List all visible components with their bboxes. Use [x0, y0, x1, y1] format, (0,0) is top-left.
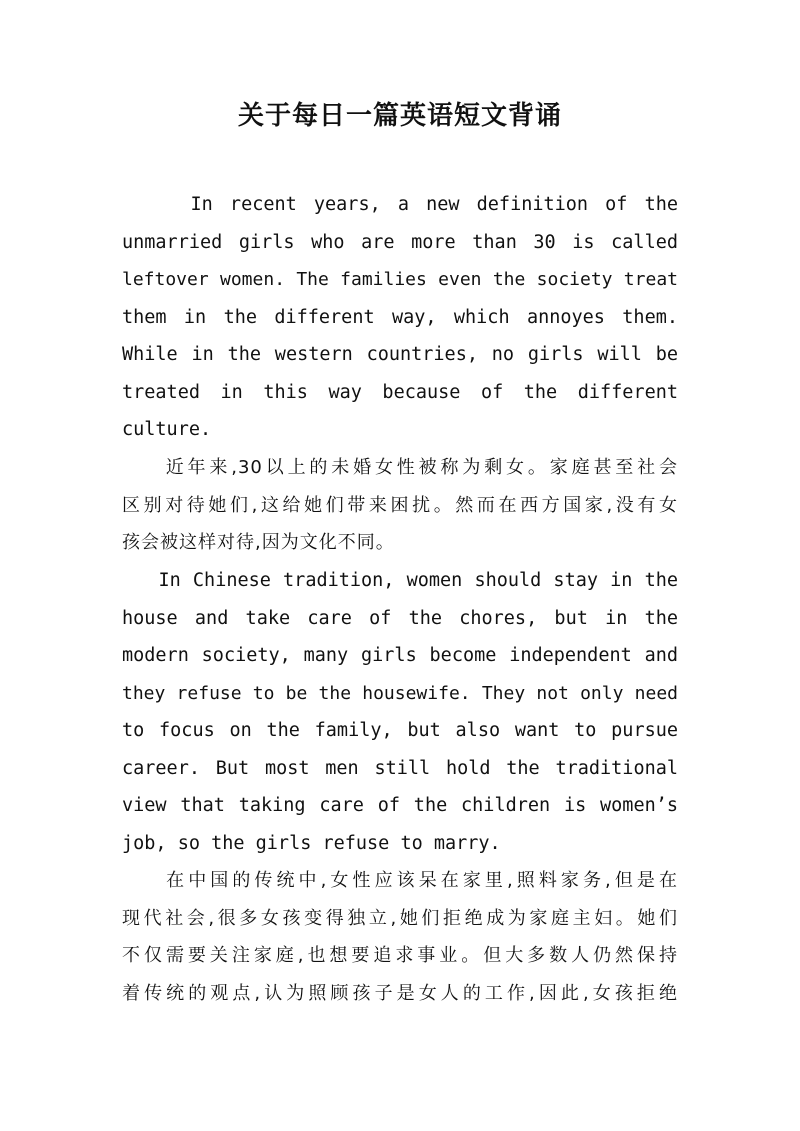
paragraph-chinese-1 [122, 449, 678, 562]
text-line: culture. [122, 419, 212, 440]
text-line: view that taking care of the children is women’s [122, 795, 678, 816]
text-line: 现代社会,很多女孩变得独立,她们拒绝成为家庭主妇。她们 [122, 907, 678, 929]
text-line: treated in this way because of the different [122, 381, 678, 403]
text-line: leftover women. The families even the society treat [122, 269, 678, 290]
text-line: 孩会被这样对待,因为文化不同。 [122, 532, 395, 553]
text-line: unmarried girls who are more than 30 is called [122, 231, 678, 253]
text-line: 区别对待她们,这给她们带来困扰。然而在西方国家,没有女 [122, 494, 678, 516]
text-line: modern society, many girls become independent and [122, 645, 678, 666]
document-title: 关于每日一篇英语短文背诵 [237, 101, 562, 131]
text-line: In Chinese tradition, women should stay in the [122, 570, 678, 591]
text-line: In recent years, a new definition of the [122, 194, 678, 215]
text-line: them in the different way, which annoyes them. [122, 306, 678, 328]
text-line: 着传统的观点,认为照顾孩子是女人的工作,因此,女孩拒绝 [122, 982, 678, 1004]
text-line: they refuse to be the housewife. They not only need [122, 682, 678, 704]
text-line: 在中国的传统中,女性应该呆在家里,照料家务,但是在 [122, 870, 678, 891]
text-line: to focus on the family, but also want to pursue [122, 720, 678, 741]
paragraph-chinese-2 [122, 862, 678, 1012]
text-line: career. But most men still hold the traditional [122, 757, 678, 779]
text-line: While in the western countries, no girls will be [122, 344, 678, 365]
text-line: job, so the girls refuse to marry. [122, 832, 501, 854]
text-line: 不仅需要关注家庭,也想要追求事业。但大多数人仍然保持 [122, 945, 678, 966]
paragraph-english-2 [122, 562, 678, 862]
paragraph-english-1 [122, 186, 678, 449]
text-line: 近年来,30以上的未婚女性被称为剩女。家庭甚至社会 [122, 457, 678, 478]
text-line: house and take care of the chores, but in the [122, 607, 678, 629]
